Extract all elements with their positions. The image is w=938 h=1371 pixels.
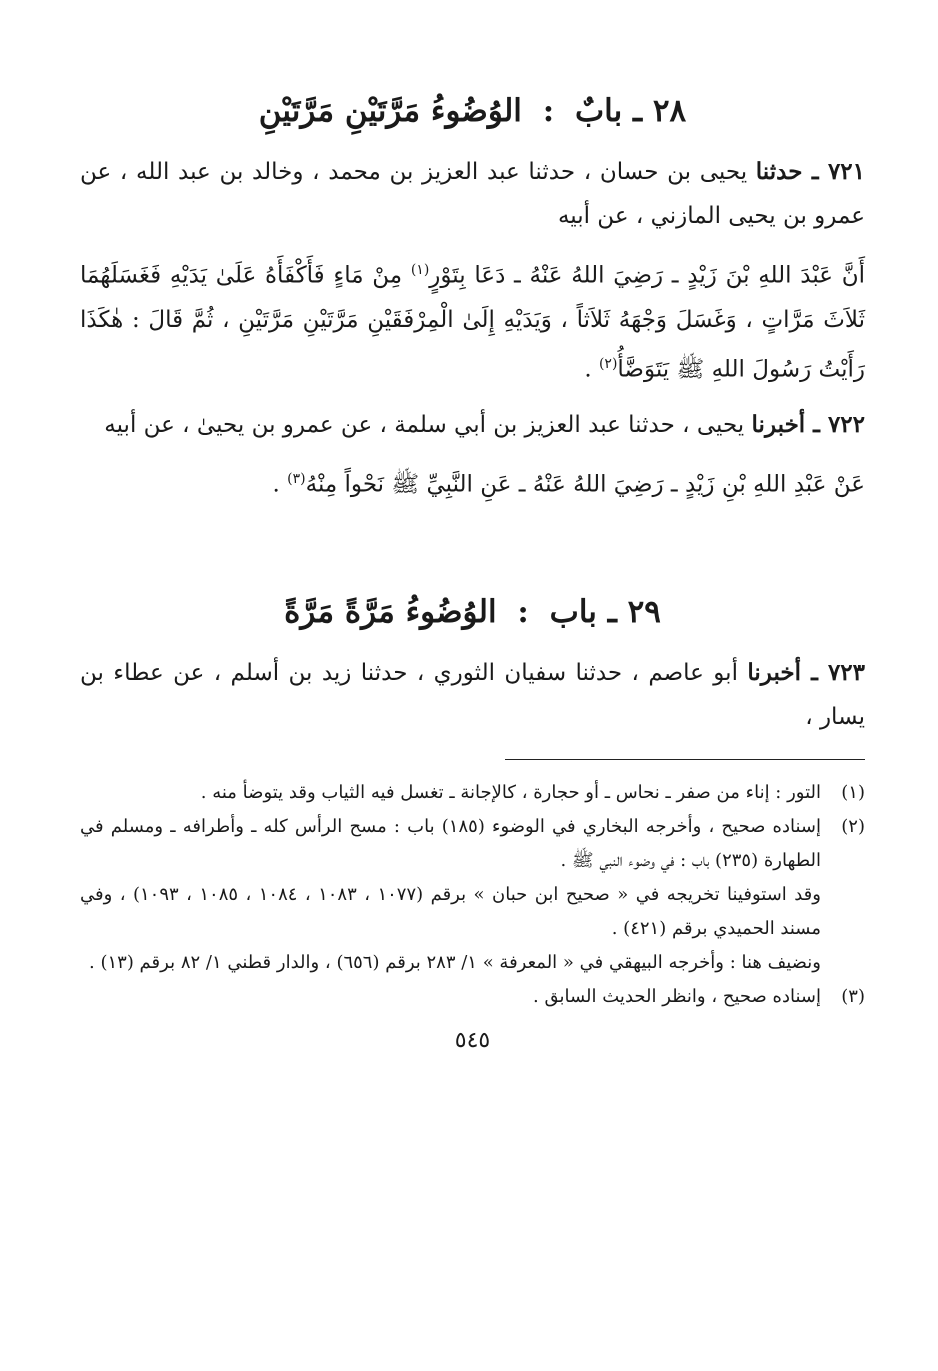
hadith-721-isnad bbox=[80, 150, 865, 238]
section-gap bbox=[80, 507, 865, 571]
footnote-ref-3[interactable]: (٣) bbox=[287, 471, 306, 488]
footnote-divider bbox=[505, 759, 865, 760]
hadith-722-chain: يحيى ، حدثنا عبد العزيز بن أبي سلمة ، عن عمرو بن يحيىٰ ، عن أبيه bbox=[104, 412, 745, 439]
hadith-723-lead: ٧٢٣ ـ أخبرنا bbox=[747, 658, 866, 686]
footnote-2-number: (٢) bbox=[841, 815, 865, 837]
hadith-721-chain: يحيى بن حسان ، حدثنا عبد العزيز بن محمد ، وخالد بن عبد الله ، عن عمرو بن يحيى المازني ، عن أبيه bbox=[80, 159, 865, 229]
footnote-2-line-1: إسناده صحيح ، وأخرجه البخاري في الوضوء (١٨٥) باب : مسح الرأس كله ـ وأطرافه ـ ومسلم في الطهارة (٢٣٥) باب : في وضوء النبي ﷺ . bbox=[80, 815, 821, 871]
chapter-29-heading bbox=[80, 589, 865, 635]
page-number: ٥٤٥ bbox=[454, 1027, 491, 1053]
hadith-722-matn bbox=[80, 457, 865, 507]
hadith-721-text-b: مِنْ مَاءٍ فَأَكْفَأَهُ عَلَىٰ يَدَيْهِ فَغَسَلَهُمَا ثَلاَثَ مَرَّاتٍ ، وَغَسَلَ وَجْهَهُ ثَلاَثاً ، وَيَدَيْهِ إِلَىٰ الْمِرْفَقَيْنِ مَرَّتَيْنِ مَرَّتَيْنِ ، ثُمَّ قَالَ : هٰكَذَا رَأَيْتُ رَسُولَ اللهِ ﷺ يَتَوَضَّأُ bbox=[80, 262, 865, 383]
footnote-2 bbox=[80, 810, 865, 980]
footnote-3-line-1: إسناده صحيح ، وانظر الحديث السابق . bbox=[533, 985, 821, 1007]
footnote-1 bbox=[80, 776, 865, 810]
book-page bbox=[80, 70, 865, 1360]
chapter-28-number: ٢٨ ـ بابٌ bbox=[574, 93, 687, 129]
footnote-3-body bbox=[80, 980, 821, 1014]
footnote-2-line-2: وقد استوفينا تخريجه في « صحيح ابن حبان » برقم (١٠٧٧ ، ١٠٨٣ ، ١٠٨٤ ، ١٠٨٥ ، ١٠٩٣) ، وفي مسند الحميدي برقم (٤٢١) . bbox=[80, 883, 821, 939]
hadith-721-text-a: أَنَّ عَبْدَ اللهِ بْنَ زَيْدٍ ـ رَضِيَ اللهُ عَنْهُ ـ دَعَا بِتَوْرٍ bbox=[429, 262, 866, 289]
chapter-29-title: الوُضُوءُ مَرَّةً مَرَّةً bbox=[284, 593, 497, 630]
hadith-721-matn bbox=[80, 248, 865, 391]
footnote-3 bbox=[80, 980, 865, 1014]
footnote-3-number: (٣) bbox=[841, 985, 865, 1007]
footnote-1-line-1: التور : إناء من صفر ـ نحاس ـ أو حجارة ، كالإجانة ـ تغسل فيه الثياب وقد يتوضأ منه . bbox=[200, 781, 821, 803]
chapter-29-number: ٢٩ ـ باب bbox=[549, 593, 661, 630]
footnote-ref-2[interactable]: (٢) bbox=[598, 355, 618, 372]
footnote-ref-1[interactable]: (١) bbox=[410, 262, 430, 278]
hadith-723-isnad bbox=[80, 651, 865, 739]
chapter-29-colon: : bbox=[517, 593, 529, 630]
hadith-722-text: عَنْ عَبْدِ اللهِ بْنِ زَيْدٍ ـ رَضِيَ اللهُ عَنْهُ ـ عَنِ النَّبِيِّ ﷺ نَحْواً مِنْهُ bbox=[305, 471, 865, 498]
footnote-1-number: (١) bbox=[841, 781, 865, 803]
hadith-722-lead: ٧٢٢ ـ أخبرنا bbox=[751, 411, 865, 439]
footnote-1-body bbox=[80, 776, 821, 810]
footnote-2-line-3: ونضيف هنا : وأخرجه البيهقي في « المعرفة » ١/ ٢٨٣ برقم (٦٥٦) ، والدار قطني ١/ ٨٢ برقم (١٣) . bbox=[89, 951, 821, 973]
chapter-28-heading bbox=[80, 88, 865, 134]
hadith-722-isnad bbox=[80, 403, 865, 447]
chapter-28-colon: : bbox=[542, 93, 555, 129]
hadith-722-end: . bbox=[272, 471, 288, 498]
footnote-2-body bbox=[80, 810, 821, 980]
hadith-721-end: . bbox=[584, 356, 599, 383]
hadith-723-chain: أبو عاصم ، حدثنا سفيان الثوري ، حدثنا زيد بن أسلم ، عن عطاء بن يسار ، bbox=[80, 659, 865, 730]
hadith-721-lead: ٧٢١ ـ حدثنا bbox=[755, 158, 865, 185]
chapter-28-title: الوُضُوءُ مَرَّتَيْنِ مَرَّتَيْنِ bbox=[258, 93, 522, 129]
